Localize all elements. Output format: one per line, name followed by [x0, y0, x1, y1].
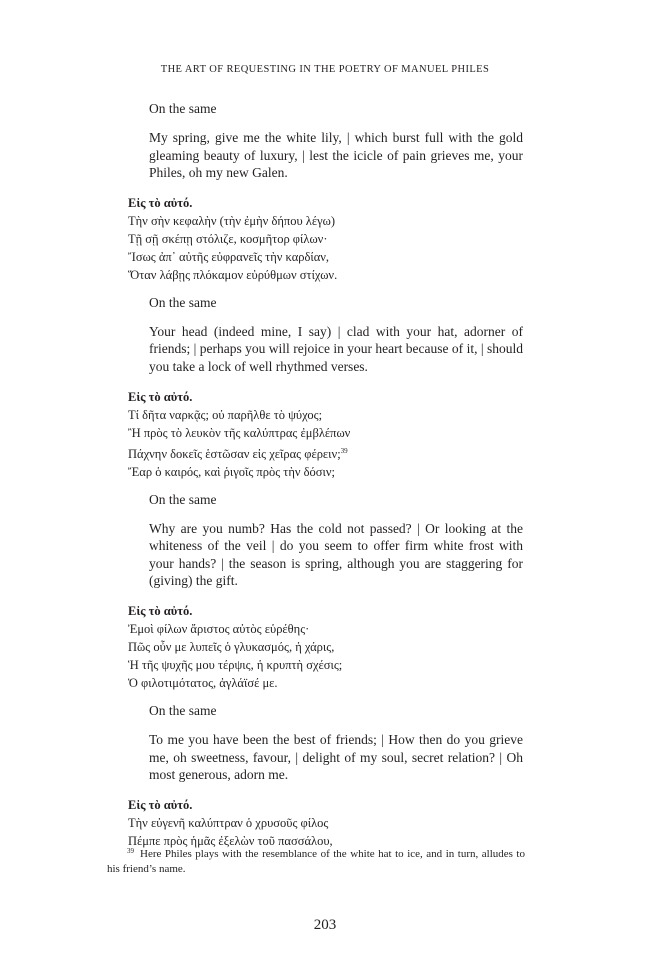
greek-poem [128, 389, 523, 481]
main-text [128, 100, 523, 860]
section-heading-gr: Εἰς τὸ αὐτό. [128, 195, 193, 210]
greek-verse-text: Πάχνην δοκεῖς ἑστῶσαν εἰς χεῖρας φέρειν; [128, 446, 341, 461]
greek-poem [128, 603, 523, 692]
section-heading-gr: Εἰς τὸ αὐτό. [128, 797, 193, 812]
greek-verse: Πῶς οὖν με λυπεῖς ὁ γλυκασμός, ἡ χάρις, [128, 639, 335, 654]
footnote [107, 844, 525, 876]
translation-paragraph: Why are you numb? Has the cold not passed? | Or looking at the whiteness of the veil | do you seem to offer firm white frost with your hands? | the season is spring, although you are staggering for (giving) the gift. [149, 520, 523, 589]
greek-verse: Τὴν εὐγενῆ καλύπτραν ὁ χρυσοῦς φίλος [128, 815, 329, 830]
translation-paragraph: To me you have been the best of friends; | How then do you grieve me, oh sweetness, favour, | delight of my soul, secret relation? | Oh most generous, adorn me. [149, 731, 523, 783]
greek-verse: Ὅταν λάβῃς πλόκαμον εὐρύθμων στίχων. [128, 267, 338, 282]
section-heading-gr: Εἰς τὸ αὐτό. [128, 389, 193, 404]
running-head: THE ART OF REQUESTING IN THE POETRY OF MANUEL PHILES [160, 64, 490, 75]
page-number: 203 [313, 917, 337, 933]
greek-verse: Ὁ φιλοτιμότατος, ἀγλάϊσέ με. [128, 675, 278, 690]
section-heading-en: On the same [149, 491, 217, 507]
greek-verse [128, 442, 523, 463]
section-heading-en: On the same [149, 101, 217, 116]
footnote-marker[interactable]: 39 [340, 446, 348, 455]
greek-poem [128, 797, 523, 850]
footnote-number: 39 [127, 847, 134, 855]
footnote-text: Here Philes plays with the resemblance of the white hat to ice, and in turn, alludes to his friend’s name. [107, 848, 525, 875]
greek-verse: Πέμπε πρὸς ἡμᾶς ἐξελὼν τοῦ πασσάλου, [128, 833, 333, 848]
section-heading-gr: Εἰς τὸ αὐτό. [128, 603, 193, 618]
greek-poem [128, 195, 523, 284]
section-heading-en: On the same [149, 294, 217, 310]
greek-verse: Ἢ πρὸς τὸ λευκὸν τῆς καλύπτρας ἐμβλέπων [128, 425, 351, 440]
greek-verse: Ἐμοὶ φίλων ἄριστος αὐτὸς εὑρέθης· [128, 621, 310, 636]
greek-verse: Ἔαρ ὁ καιρός, καὶ ῥιγοῖς πρὸς τὴν δόσιν; [128, 464, 335, 479]
translation-paragraph: My spring, give me the white lily, | which burst full with the gold gleaming beauty of luxury, | lest the icicle of pain grieves me, your Philes, oh my new Galen. [149, 130, 523, 181]
greek-verse: Ἡ τῆς ψυχῆς μου τέρψις, ἡ κρυπτὴ σχέσις; [128, 657, 343, 672]
section-heading-en: On the same [149, 702, 217, 718]
translation-paragraph: Your head (indeed mine, I say) | clad with your hat, adorner of friends; | perhaps you will rejoice in your heart because of it, | should you take a lock of well rhythmed verses. [149, 323, 523, 374]
greek-verse: Τί δῆτα ναρκᾷς; οὐ παρῆλθε τὸ ψύχος; [128, 407, 323, 422]
greek-verse: Τὴν σὴν κεφαλὴν (τὴν ἐμὴν δήπου λέγω) [128, 213, 335, 228]
greek-verse: Ἴσως ἀπ᾽ αὐτῆς εὐφρανεῖς τὴν καρδίαν, [128, 249, 330, 264]
greek-verse: Τῇ σῇ σκέπῃ στόλιζε, κοσμῆτορ φίλων· [128, 231, 328, 246]
